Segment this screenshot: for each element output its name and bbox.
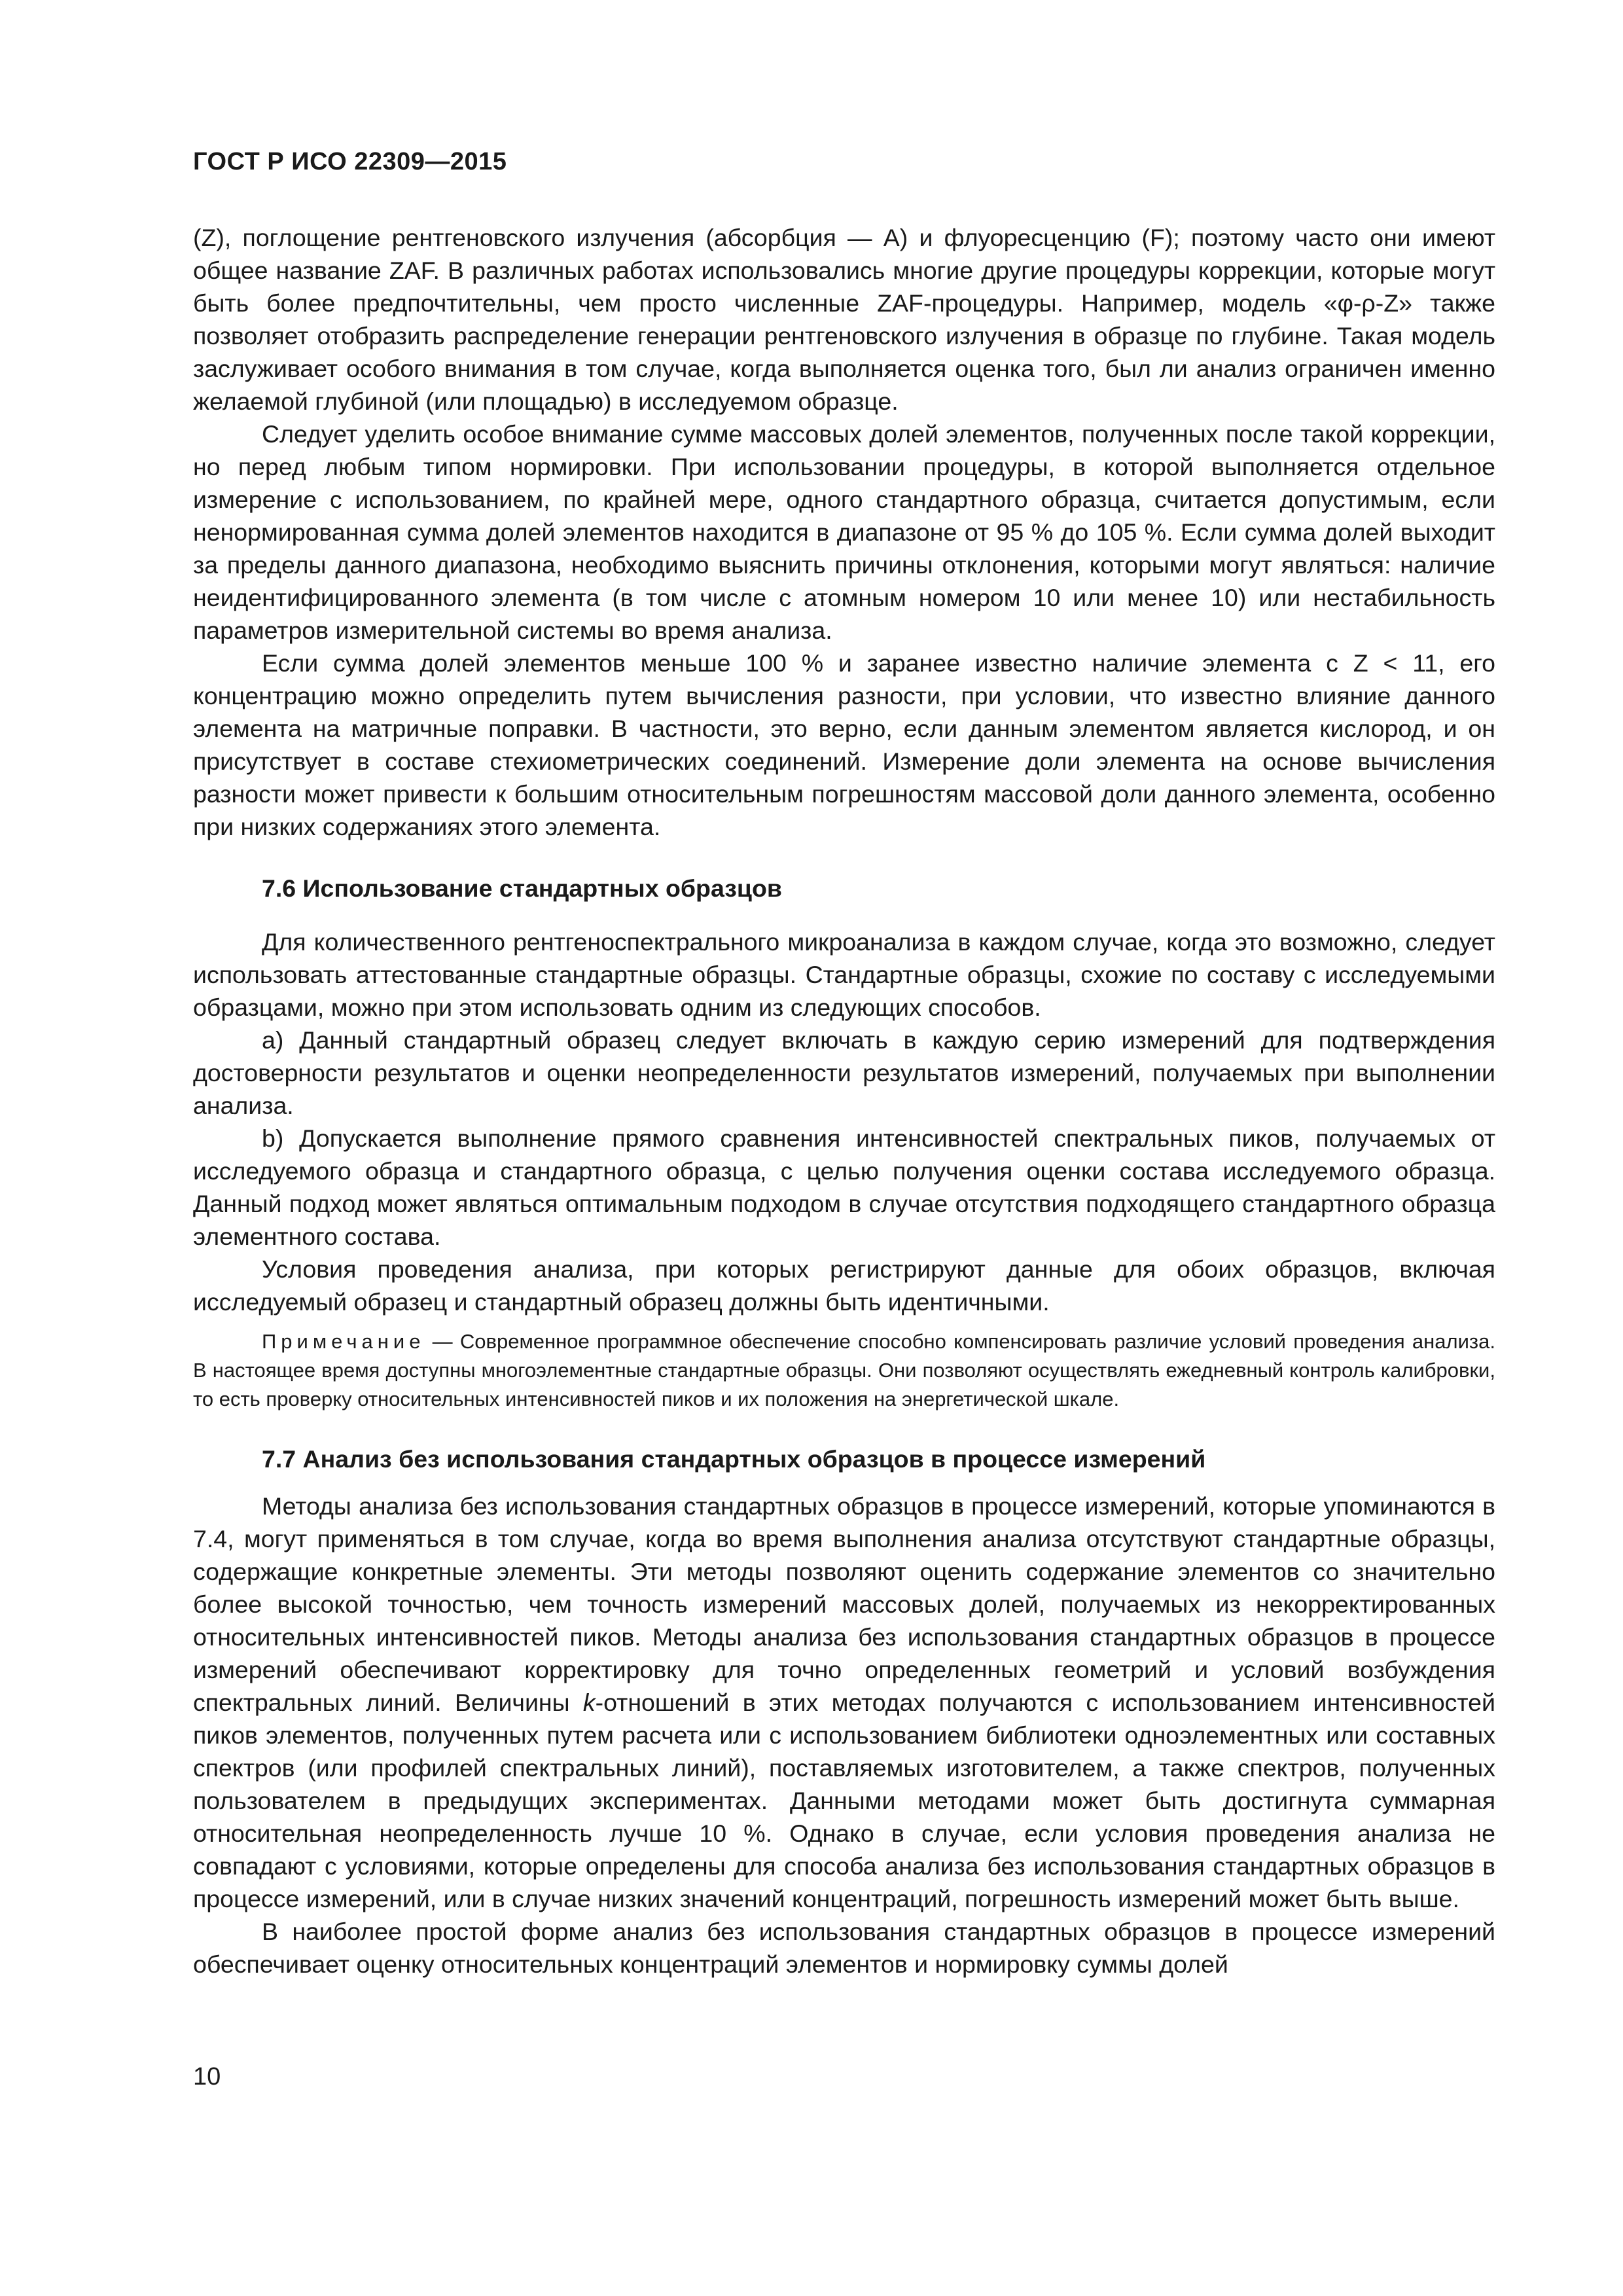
page-number: 10 [193,2063,221,2090]
paragraph: В наиболее простой форме анализ без использования стандартных образцов в процессе измерений обеспечивает оценку относительных концентраций элементов и нормировку суммы долей [193,1918,1495,1978]
k-symbol: k [582,1689,596,1716]
note [193,1327,1495,1414]
list-item-b: b) Допускается выполнение прямого сравнения интенсивностей спектральных пиков, получаемых от исследуемого образца и стандартного образца, с целью получения оценки состава исследуемого образца. Данный подход может являться оптимальным подходом в случае отсутствия подходящего стандартного образца элементного состава. [193,1124,1495,1250]
paragraph: Для количественного рентгеноспектрального микроанализа в каждом случае, когда это возможно, следует использовать аттестованные стандартные образцы. Стандартные образцы, схожие по составу с исследуемыми образцами, можно при этом использовать одним из следующих способов. [193,928,1495,1021]
note-text: — Современное программное обеспечение способно компенсировать различие условий проведения анализа. В настоящее время доступны многоэлементные стандартные образцы. Они позволяют осуществлять ежедневный контроль калибровки, то есть проверку относительных интенсивностей пиков и их положения на энергетической шкале. [193,1330,1495,1410]
paragraph [193,1490,1495,1915]
paragraph: Условия проведения анализа, при которых регистрируют данные для обоих образцов, включая исследуемый образец и стандартный образец должны быть идентичными. [193,1255,1495,1316]
paragraph-text: -отношений в этих методах получаются с использованием интенсивностей пиков элементов, полученных путем расчета или с использованием библиотеки одноэлементных или составных спектров (или профилей спектральных линий), поставляемых изготовителем, а также спектров, полученных пользователем в предыдущих экспериментах. Данными методами может быть достигнута суммарная относительная неопределенность лучше 10 %. Однако в случае, если условия проведения анализа не совпадают с условиями, которые определены для способа анализа без использования стандартных образцов в процессе измерений, или в случае низких значений концентраций, погрешность измерений может быть выше. [193,1689,1495,1912]
note-label: Примечание [262,1330,425,1353]
section-heading-7-7: 7.7 Анализ без использования стандартных образцов в процессе измерений [262,1445,1206,1473]
paragraph: Если сумма долей элементов меньше 100 % и заранее известно наличие элемента с Z < 11, его концентрацию можно определить путем вычисления разности, при условии, что известно влияние данного элемента на матричные поправки. В частности, это верно, если данным элементом является кислород, и он присутствует в составе стехиометрических соединений. Измерение доли элемента на основе вычисления разности может привести к большим относительным погрешностям массовой доли данного элемента, особенно при низких содержаниях этого элемента. [193,649,1495,840]
paragraph-text: Методы анализа без использования стандартных образцов в процессе измерений, которые упоминаются в 7.4, могут применяться в том случае, когда во время выполнения анализа отсутствуют стандартные образцы, содержащие конкретные элементы. Эти методы позволяют оценить содержание элементов со значительно более высокой точностью, чем точность измерений массовых долей, получаемых из некорректированных относительных интенсивностей пиков. Методы анализа без использования стандартных образцов в процессе измерений обеспечивают корректировку для точно определенных геометрий и условий возбуждения спектральных линий. Величины [193,1492,1495,1716]
list-item-a: a) Данный стандартный образец следует включать в каждую серию измерений для подтверждения достоверности результатов и оценки неопределенности результатов измерений, получаемых при выполнении анализа. [193,1026,1495,1119]
section-heading-7-6: 7.6 Использование стандартных образцов [262,874,782,902]
paragraph: Следует уделить особое внимание сумме массовых долей элементов, полученных после такой коррекции, но перед любым типом нормировки. При использовании процедуры, в которой выполняется отдельное измерение с использованием, по крайней мере, одного стандартного образца, считается допустимым, если ненормированная сумма долей элементов находится в диапазоне от 95 % до 105 %. Если сумма долей выходит за пределы данного диапазона, необходимо выяснить причины отклонения, которыми могут являться: наличие неидентифицированного элемента (в том числе с атомным номером 10 или менее 10) или нестабильность параметров измерительной системы во время анализа. [193,420,1495,644]
paragraph: (Z), поглощение рентгеновского излучения (абсорбция — А) и флуоресценцию (F); поэтому часто они имеют общее название ZAF. В различных работах использовались многие другие процедуры коррекции, которые могут быть более предпочтительны, чем просто численные ZAF-процедуры. Например, модель «φ-ρ-Z» также позволяет отобразить распределение генерации рентгеновского излучения в образце по глубине. Такая модель заслуживает особого внимания в том случае, когда выполняется оценка того, был ли анализ ограничен именно желаемой глубиной (или площадью) в исследуемом образце. [193,224,1495,415]
document-header: ГОСТ Р ИСО 22309—2015 [193,148,507,175]
document-body [193,221,1495,1981]
